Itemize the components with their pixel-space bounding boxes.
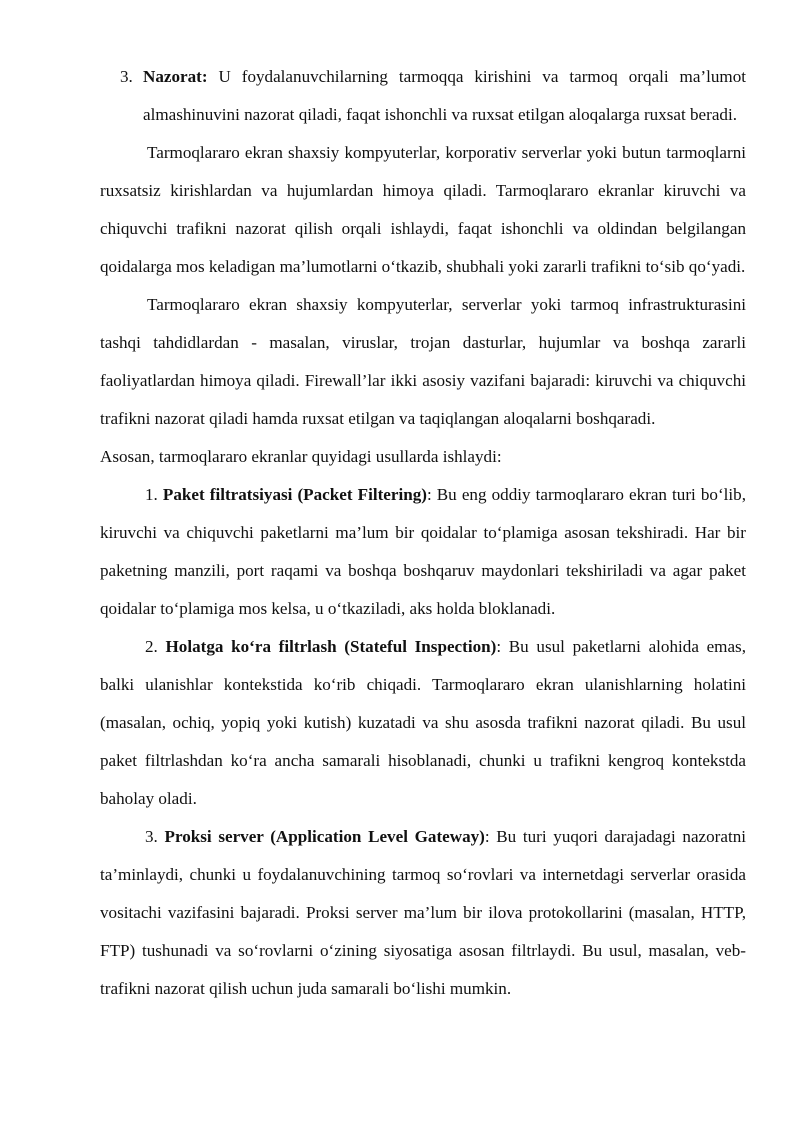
paragraph-firewall-overview: Tarmoqlararo ekran shaxsiy kompyuterlar, korporativ serverlar yoki butun tarmoqlarni ruxsatsiz kirishlardan va hujumlardan himoya qiladi. Tarmoqlararo ekranlar kiruvchi va chiquvchi trafikni nazorat qilish orqali ishlaydi, faqat ishonchli va oldindan belgilangan qoidalarga mos keladigan ma’lumotlarni oʻtkazib, shubhali yoki zararli trafikni toʻsib qoʻyadi. <box>100 143 746 276</box>
method-item-packet-filtering <box>100 476 746 628</box>
method-item-stateful-inspection <box>100 628 746 818</box>
list-item-bold-lead: Nazorat: <box>143 67 208 86</box>
method-body: : Bu eng oddiy tarmoqlararo ekran turi boʻlib, kiruvchi va chiquvchi paketlarni ma’lum bir qoidalar toʻplamiga asosan tekshiradi. Har bir paketning manzili, port raqami va boshqa boshqaruv maydonlari tekshiriladi va agar paket qoidalar toʻplamiga mos kelsa, u oʻtkaziladi, aks holda bloklanadi. <box>100 485 746 618</box>
method-title: Proksi server (Application Level Gateway) <box>164 827 485 846</box>
method-number: 2. <box>145 637 158 656</box>
method-number: 3. <box>145 827 158 846</box>
method-title: Holatga koʻra filtrlash (Stateful Inspection) <box>165 637 497 656</box>
method-body: : Bu turi yuqori darajadagi nazoratni ta’minlaydi, chunki u foydalanuvchining tarmoq soʻrovlari va internetdagi serverlar orasida vositachi vazifasini bajaradi. Proksi server ma’lum bir ilova protokollarini (masalan, HTTP, FTP) tushunadi va soʻrovlarni oʻzining siyosatiga asosan filtrlaydi. Bu usul, masalan, veb-trafikni nazorat qilish uchun juda samarali boʻlishi mumkin. <box>100 827 746 998</box>
list-item-marker: 3. <box>120 67 133 86</box>
list-item-nazorat <box>100 58 746 134</box>
method-title: Paket filtratsiyasi (Packet Filtering) <box>162 485 427 504</box>
method-item-proxy-server <box>100 818 746 1008</box>
method-number: 1. <box>145 485 158 504</box>
document-body <box>100 58 746 1008</box>
list-item-body: U foydalanuvchilarning tarmoqqa kirishini va tarmoq orqali ma’lumot almashinuvini nazorat qiladi, faqat ishonchli va ruxsat etilgan aloqalarga ruxsat beradi. <box>143 67 746 124</box>
method-body: : Bu usul paketlarni alohida emas, balki ulanishlar kontekstida koʻrib chiqadi. Tarmoqlararo ekran ulanishlarning holatini (masalan, ochiq, yopiq yoki kutish) kuzatadi va shu asosda trafikni nazorat qiladi. Bu usul paket filtrlashdan koʻra ancha samarali hisoblanadi, chunki u trafikni kengroq kontekstda baholay oladi. <box>100 637 746 808</box>
paragraph-firewall-protection: Tarmoqlararo ekran shaxsiy kompyuterlar, serverlar yoki tarmoq infrastrukturasini tashqi tahdidlardan - masalan, viruslar, trojan dasturlar, hujumlar va boshqa zararli faoliyatlardan himoya qiladi. Firewall’lar ikki asosiy vazifani bajaradi: kiruvchi va chiquvchi trafikni nazorat qiladi hamda ruxsat etilgan va taqiqlangan aloqalarni boshqaradi. <box>100 295 746 428</box>
paragraph-methods-lead-in: Asosan, tarmoqlararo ekranlar quyidagi usullarda ishlaydi: <box>100 447 502 466</box>
